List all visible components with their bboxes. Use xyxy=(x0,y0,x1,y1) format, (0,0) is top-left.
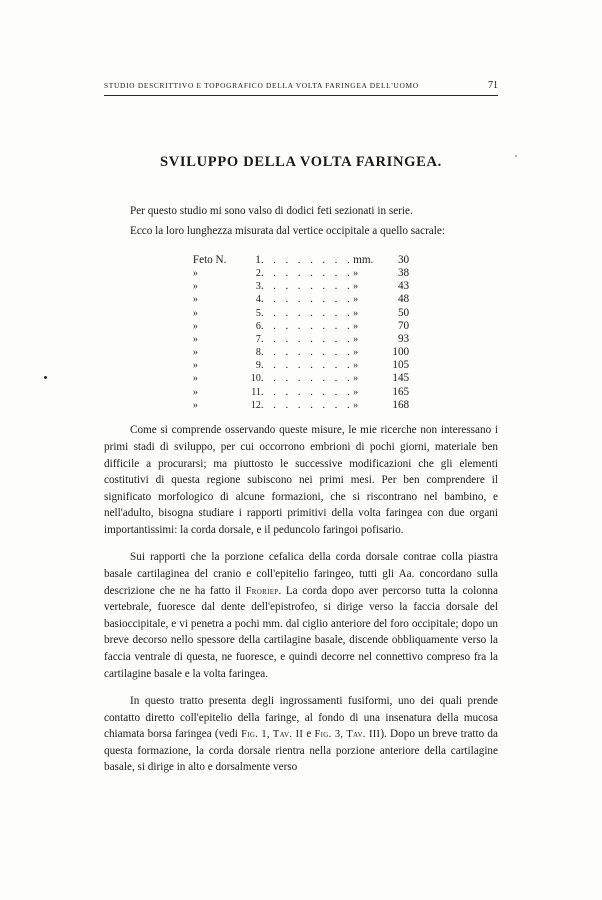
paragraph-3-part-b: e xyxy=(303,728,315,741)
row-value: 30 xyxy=(397,253,410,266)
row-number: 8 xyxy=(255,347,261,359)
page-title: SVILUPPO DELLA VOLTA FARINGEA. xyxy=(159,154,443,170)
row-unit: » xyxy=(353,333,359,345)
intro-line-2: Ecco la loro lunghezza misurata dal vertice occipitale a quello sacrale: xyxy=(130,224,445,237)
row-number: 6 xyxy=(255,320,261,332)
table-row xyxy=(193,385,409,398)
row-number: 11 xyxy=(251,386,261,398)
row-leader-dots: . . . . . . . . xyxy=(260,266,354,279)
table-row xyxy=(193,306,409,319)
running-head-title: STUDIO DESCRITTIVO E TOPOGRAFICO DELLA VOLTA FARINGEA DELL'UOMO xyxy=(104,81,419,90)
row-value: 43 xyxy=(397,280,410,293)
running-head xyxy=(104,80,498,91)
row-value: 38 xyxy=(397,266,410,279)
row-leader-dots: . . . . . . . . xyxy=(260,398,354,411)
row-value: 70 xyxy=(397,319,410,332)
row-label: » xyxy=(192,267,198,279)
row-leader-dots: . . . . . . . . xyxy=(260,385,354,398)
figure-reference-2: Fig. 3, Tav. III xyxy=(314,729,381,741)
row-label: » xyxy=(192,307,198,319)
row-number: 5 xyxy=(255,307,261,319)
page-number: 71 xyxy=(488,80,498,91)
table-row xyxy=(193,266,409,279)
header-rule xyxy=(104,95,498,96)
row-value: 145 xyxy=(392,372,410,385)
row-leader-dots: . . . . . . . . xyxy=(260,319,354,332)
row-unit: » xyxy=(353,267,359,279)
table-row xyxy=(193,293,409,306)
row-unit: » xyxy=(353,347,359,359)
row-unit: » xyxy=(353,373,359,385)
margin-dot xyxy=(44,376,47,379)
row-value: 48 xyxy=(397,293,410,306)
row-leader-dots: . . . . . . . . xyxy=(260,306,354,319)
row-number: 3 xyxy=(255,281,261,293)
row-value: 100 xyxy=(392,346,410,359)
row-label: » xyxy=(192,294,198,306)
table-row xyxy=(193,319,409,332)
intro-line-1: Per questo studio mi sono valso di dodici feti sezionati in serie. xyxy=(130,205,413,217)
table-row xyxy=(193,372,409,385)
row-number: 9 xyxy=(255,360,261,372)
row-number: 12 xyxy=(250,399,261,411)
row-leader-dots: . . . . . . . . xyxy=(260,372,354,385)
paragraph-2-part-b: . La corda dopo aver percorso tutta la colonna vertebrale, fuoresce dal dente dell'epistrofeo, si dirige verso la faccia dorsale del basioccipitale, e vi penetra a pochi mm. dal ciglio anteriore del foro occipitale; dopo un breve decorso nello spessore della cartilagine basale, discende obbliquamente verso la faccia ventrale di questa, ne fuoresce, e quindi decorre nel connettivo compreso fra la cartilagine basale e la volta faringea. xyxy=(104,584,498,680)
paragraph-2 xyxy=(104,549,498,682)
row-value: 93 xyxy=(397,332,410,345)
row-leader-dots: . . . . . . . . xyxy=(260,332,354,345)
row-leader-dots: . . . . . . . . xyxy=(260,280,354,293)
page-content xyxy=(104,80,498,776)
row-label: Feto N. xyxy=(192,253,227,266)
figure-reference-1: Fig. 1, Tav. II xyxy=(241,729,304,741)
row-unit: mm. xyxy=(353,253,374,266)
row-unit: » xyxy=(353,320,359,332)
row-unit: » xyxy=(353,294,359,306)
row-unit: » xyxy=(353,399,359,411)
row-number: 1 xyxy=(255,253,261,266)
fetus-measurements-table xyxy=(193,253,409,411)
paragraph-3-part-c: ). Dopo un breve tratto da questa formazione, la corda dorsale rientra nella porzione anteriore della cartilagine basale, si dirige in alto e dorsalmente verso xyxy=(104,728,498,774)
row-label: » xyxy=(192,347,198,359)
row-unit: » xyxy=(353,281,359,293)
row-value: 165 xyxy=(392,385,410,398)
page-speck xyxy=(515,155,517,157)
author-name-froriep: Froriep xyxy=(245,585,279,597)
row-leader-dots: . . . . . . . . xyxy=(260,346,354,359)
row-unit: » xyxy=(353,386,359,398)
table-row xyxy=(193,398,409,411)
paragraph-3-part-a: In questo tratto presenta degli ingrossamenti fusiformi, uno dei quali prende contatto diretto coll'epitelio della faringe, al fondo di una insenatura della mucosa chiamata borsa faringea (vedi xyxy=(104,695,498,741)
row-label: » xyxy=(192,373,198,385)
table-row xyxy=(193,345,409,358)
row-label: » xyxy=(192,399,198,411)
paragraph-2-part-a: Sui rapporti che la porzione cefalica della corda dorsale contrae colla piastra basale cartilaginea del cranio e coll'epitelio faringeo, tutti gli Aa. concordano sulla descrizione che ne ha fatto il xyxy=(104,551,498,597)
table-body xyxy=(193,253,409,411)
row-number: 4 xyxy=(255,294,261,306)
row-label: » xyxy=(192,386,198,398)
row-label: » xyxy=(192,360,198,372)
row-number: 2 xyxy=(255,267,261,279)
row-label: » xyxy=(192,281,198,293)
table-row xyxy=(193,332,409,345)
row-number: 7 xyxy=(255,333,261,345)
row-unit: » xyxy=(353,307,359,319)
paragraph-1: Come si comprende osservando queste misure, le mie ricerche non interessano i primi stadi di sviluppo, per cui occorrono embrioni di pochi giorni, materiale ben difficile a procurarsi; ma piuttosto le successive modificazioni che gli elementi costitutivi di questa regione subiscono nei primi mesi. Per ben comprendere il significato morfologico di alcune formazioni, che si riscontrano nel bambino, e nell'adulto, bisogna studiare i rapporti primitivi della volta faringea con due organi importantissimi: la corda dorsale, e il peduncolo faringoi pofisario. xyxy=(104,424,498,536)
row-number: 10 xyxy=(250,373,261,385)
row-leader-dots: . . . . . . . . xyxy=(260,359,354,372)
table-row xyxy=(193,359,409,372)
row-leader-dots: . . . . . . . . xyxy=(260,293,354,306)
row-unit: » xyxy=(353,360,359,372)
row-label: » xyxy=(192,320,198,332)
paragraph-3 xyxy=(104,693,498,776)
row-value: 105 xyxy=(392,359,410,372)
row-leader-dots: . . . . . . . . xyxy=(260,253,354,266)
table-row xyxy=(193,253,409,266)
table-row xyxy=(193,280,409,293)
row-value: 168 xyxy=(392,398,410,411)
row-label: » xyxy=(192,333,198,345)
row-value: 50 xyxy=(397,306,410,319)
